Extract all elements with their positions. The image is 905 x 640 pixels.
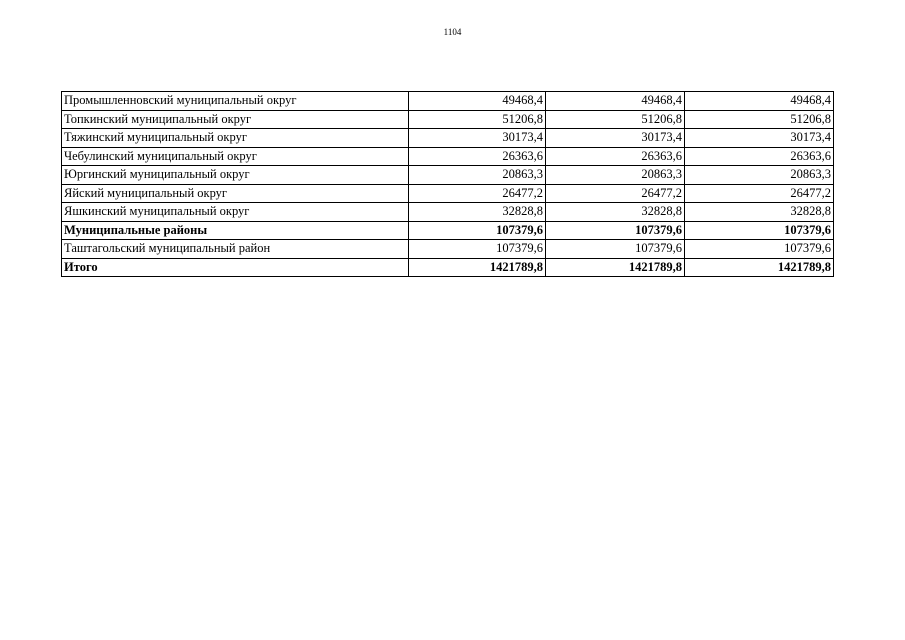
- table-row: [62, 147, 834, 166]
- table-row-total: [62, 258, 834, 277]
- table-row: [62, 184, 834, 203]
- row-name-cell: Юргинский муниципальный округ: [62, 166, 409, 185]
- table-row: [62, 240, 834, 259]
- value-cell-3: 107379,6: [685, 221, 834, 240]
- value-cell-3: 49468,4: [685, 92, 834, 111]
- row-name-cell: Промышленновский муниципальный округ: [62, 92, 409, 111]
- budget-table: [61, 91, 834, 277]
- table-row: [62, 129, 834, 148]
- value-cell-2: 49468,4: [546, 92, 685, 111]
- value-cell-1: 30173,4: [409, 129, 546, 148]
- value-cell-3: 30173,4: [685, 129, 834, 148]
- row-name-cell: Топкинский муниципальный округ: [62, 110, 409, 129]
- value-cell-3: 51206,8: [685, 110, 834, 129]
- value-cell-2: 26477,2: [546, 184, 685, 203]
- value-cell-1: 26363,6: [409, 147, 546, 166]
- row-name-cell: Яйский муниципальный округ: [62, 184, 409, 203]
- value-cell-3: 32828,8: [685, 203, 834, 222]
- value-cell-3: 107379,6: [685, 240, 834, 259]
- value-cell-1: 49468,4: [409, 92, 546, 111]
- value-cell-2: 26363,6: [546, 147, 685, 166]
- value-cell-1: 32828,8: [409, 203, 546, 222]
- value-cell-1: 20863,3: [409, 166, 546, 185]
- value-cell-3: 26363,6: [685, 147, 834, 166]
- table-row: [62, 92, 834, 111]
- value-cell-2: 20863,3: [546, 166, 685, 185]
- value-cell-1: 26477,2: [409, 184, 546, 203]
- row-name-cell: Тяжинский муниципальный округ: [62, 129, 409, 148]
- table-row: [62, 110, 834, 129]
- value-cell-3: 26477,2: [685, 184, 834, 203]
- value-cell-1: 107379,6: [409, 221, 546, 240]
- row-name-cell: Итого: [62, 258, 409, 277]
- value-cell-2: 1421789,8: [546, 258, 685, 277]
- value-cell-3: 1421789,8: [685, 258, 834, 277]
- value-cell-2: 32828,8: [546, 203, 685, 222]
- value-cell-1: 51206,8: [409, 110, 546, 129]
- table-row: [62, 203, 834, 222]
- table-row-subtotal: [62, 221, 834, 240]
- row-name-cell: Яшкинский муниципальный округ: [62, 203, 409, 222]
- value-cell-1: 107379,6: [409, 240, 546, 259]
- table-row: [62, 166, 834, 185]
- row-name-cell: Муниципальные районы: [62, 221, 409, 240]
- value-cell-2: 107379,6: [546, 240, 685, 259]
- value-cell-3: 20863,3: [685, 166, 834, 185]
- value-cell-2: 107379,6: [546, 221, 685, 240]
- value-cell-1: 1421789,8: [409, 258, 546, 277]
- value-cell-2: 51206,8: [546, 110, 685, 129]
- page-number: 1104: [443, 27, 462, 37]
- row-name-cell: Чебулинский муниципальный округ: [62, 147, 409, 166]
- budget-table-body: [62, 92, 834, 277]
- row-name-cell: Таштагольский муниципальный район: [62, 240, 409, 259]
- value-cell-2: 30173,4: [546, 129, 685, 148]
